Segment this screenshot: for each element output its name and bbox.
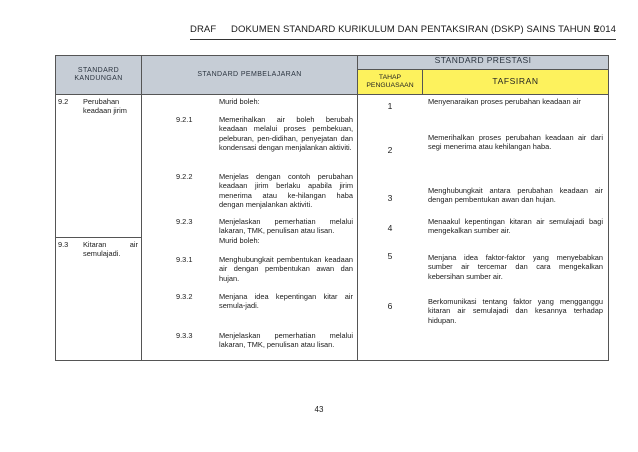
tahap-number: 4 [387, 223, 393, 233]
sp-code: 9.3.2 [176, 292, 193, 301]
tafsiran-text: Berkomunikasi tentang faktor yang mengganggu kitaran air semulajadi dan kesannya terhadap hidupan. [428, 297, 604, 325]
header-rule [190, 39, 616, 40]
tafsiran-text: Menjana idea faktor-faktor yang menyebabkan sumber air tercemar dan cara mengekalkan kebersihan sumber air. [428, 253, 604, 281]
tahap-number: 3 [387, 193, 393, 203]
header-standard-kandungan: STANDARD KANDUNGAN [56, 56, 142, 95]
header-tafsiran: TAFSIRAN [423, 70, 609, 95]
standard-pembelajaran-cell [142, 95, 358, 361]
document-year: 2014 [594, 24, 616, 35]
sp-code: 9.3.3 [176, 331, 193, 340]
tafsiran-text: Menghubungkait antara perubahan keadaan air dengan pembentukan awan dan hujan. [428, 186, 604, 205]
standard-prestasi-cell [358, 95, 609, 361]
page-number: 43 [314, 405, 324, 414]
tafsiran-text: Menaakul kepentingan kitaran air semulajadi bagi mengekalkan sumber air. [428, 217, 604, 236]
sp-text: Menjelas dengan contoh perubahan keadaan jirim berlaku apabila jirim menerima atau ke-hilangan haba dengan menjalankan aktiviti. [219, 172, 353, 210]
tahap-number: 2 [387, 145, 393, 155]
sp-code: 9.2.1 [176, 115, 193, 124]
header-standard-pembelajaran: STANDARD PEMBELAJARAN [142, 56, 358, 95]
document-title: DOKUMEN STANDARD KURIKULUM DAN PENTAKSIRAN (DSKP) SAINS TAHUN 5 [231, 24, 599, 35]
sp-text: Menjelaskan pemerhatian melalui lakaran, TMK, penulisan atau lisan. [219, 217, 353, 236]
tafsiran-text: Menyenaraikan proses perubahan keadaan air [428, 97, 581, 106]
dskp-table [55, 55, 609, 361]
tafsiran-text: Memerihalkan proses perubahan keadaan air dari segi menerima atau kehilangan haba. [428, 133, 604, 152]
tahap-number: 1 [387, 101, 393, 111]
sp-text: Memerihalkan air boleh berubah keadaan melalui proses pembekuan, peleburan, pen-didihan, penyejatan dan kondensasi dengan menjalankan aktiviti. [219, 115, 353, 153]
sp-text: Menjana idea kepentingan kitar air semula-jadi. [219, 292, 353, 311]
sp-text: Menghubungkait pembentukan keadaan air dengan pembentukan awan dan hujan. [219, 255, 353, 283]
sp-code: 9.2.3 [176, 217, 193, 226]
header-standard-prestasi: STANDARD PRESTASI [358, 56, 609, 70]
draft-label: DRAF [190, 24, 217, 35]
tahap-number: 5 [387, 251, 393, 261]
sp-intro-9-2: Murid boleh: [219, 97, 260, 106]
sp-code: 9.2.2 [176, 172, 193, 181]
sk-name: Perubahan keadaan jirim [83, 97, 127, 116]
tahap-number: 6 [387, 301, 393, 311]
sk-code: 9.2 [58, 97, 69, 106]
sk-row-9-2 [56, 95, 142, 238]
sk-row-9-3 [56, 238, 142, 361]
sk-code: 9.3 [58, 240, 69, 249]
sk-name: Kitaran air semulajadi. [83, 240, 138, 259]
header-tahap-penguasaan: TAHAP PENGUASAAN [358, 70, 423, 95]
sp-text: Menjelaskan pemerhatian melalui lakaran, TMK, penulisan atau lisan. [219, 331, 353, 350]
sp-code: 9.3.1 [176, 255, 193, 264]
sp-intro-9-3: Murid boleh: [219, 236, 260, 245]
